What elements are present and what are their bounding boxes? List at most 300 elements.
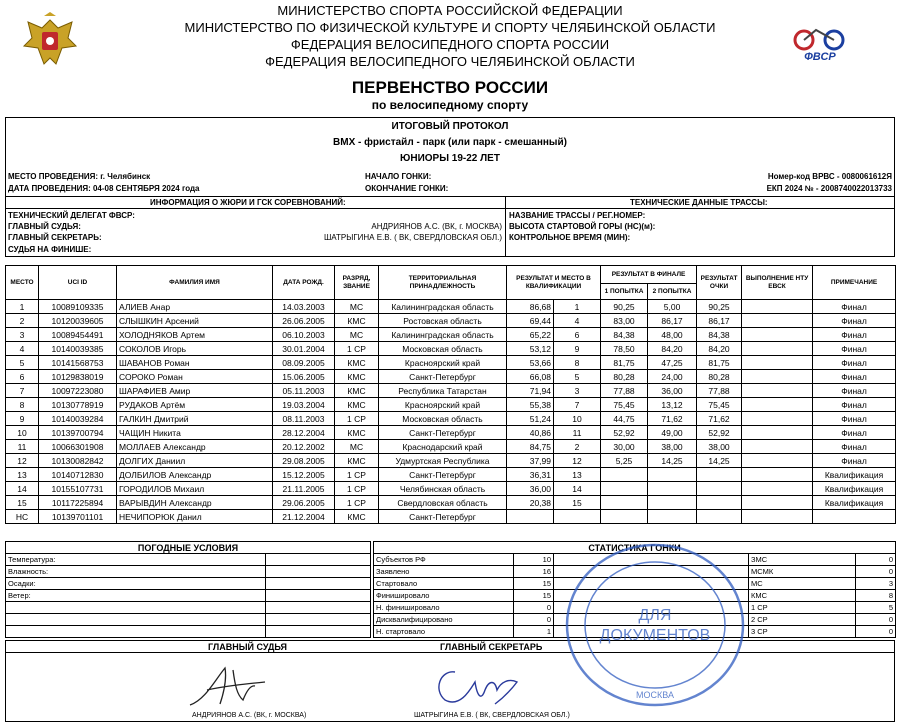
table-cell: 10 (6, 426, 39, 440)
stamp-line-2: ДОКУМЕНТОВ (599, 627, 711, 644)
table-cell: 4 (6, 342, 39, 356)
table-cell: 10155107731 (39, 482, 117, 496)
table-cell: 13 (554, 468, 601, 482)
table-cell: СОРОКО Роман (117, 370, 273, 384)
table-row (6, 384, 896, 398)
table-cell (697, 482, 742, 496)
stats-cell: 3 (856, 578, 896, 590)
table-cell: МС (335, 440, 379, 454)
table-cell: 10129838019 (39, 370, 117, 384)
table-cell: Финал (813, 328, 896, 342)
table-cell: 77,88 (601, 384, 648, 398)
stats-cell: 2 СР (749, 614, 856, 626)
table-cell: ВАРЫВДИН Александр (117, 496, 273, 510)
col-header-dob: ДАТА РОЖД. (273, 266, 335, 300)
table-row (6, 482, 896, 496)
table-row (6, 398, 896, 412)
table-cell: МОЛЛАЕВ Александр (117, 440, 273, 454)
divider (5, 196, 895, 197)
table-cell: 29.06.2005 (273, 496, 335, 510)
table-cell: Санкт-Петербург (379, 370, 507, 384)
control-time-label: КОНТРОЛЬНОЕ ВРЕМЯ (МИН): (509, 233, 631, 242)
secretary-caption: ШАТРЫГИНА Е.В. ( ВК, СВЕРДЛОВСКАЯ ОБЛ.) (414, 712, 570, 719)
stats-cell: 0 (856, 554, 896, 566)
weather-cell: Ветер: (6, 590, 266, 602)
col-header-norm: ВЫПОЛНЕНИЕ НТУ ЕВСК (742, 266, 813, 300)
table-cell: ШАРАФИЕВ Амир (117, 384, 273, 398)
organizer-line-3: ФЕДЕРАЦИЯ ВЕЛОСИПЕДНОГО СПОРТА РОССИИ (290, 37, 610, 52)
table-cell: РУДАКОВ Артём (117, 398, 273, 412)
table-cell: 52,92 (601, 426, 648, 440)
judge-label: ГЛАВНЫЙ СУДЬЯ: (8, 222, 81, 231)
table-cell: Ростовская область (379, 314, 507, 328)
track-name-label: НАЗВАНИЕ ТРАССЫ / РЕГ.НОМЕР: (509, 211, 646, 220)
table-cell: 08.11.2003 (273, 412, 335, 426)
table-cell: 15 (554, 496, 601, 510)
official-stamp-icon (560, 540, 750, 710)
table-cell: 10130082842 (39, 454, 117, 468)
table-cell: ГАЛКИН Дмитрий (117, 412, 273, 426)
table-cell (601, 496, 648, 510)
table-cell: 12 (6, 454, 39, 468)
judge-name: АНДРИЯНОВ А.С. (ВК, г. МОСКВА) (371, 222, 502, 231)
table-cell: 30.01.2004 (273, 342, 335, 356)
table-cell: Республика Татарстан (379, 384, 507, 398)
table-cell: 24,00 (648, 370, 697, 384)
registry-code: Номер-код ВРВС - 0080061612Я (767, 172, 892, 181)
protocol-title: ИТОГОВЫЙ ПРОТОКОЛ (391, 121, 509, 132)
table-cell: 4 (554, 314, 601, 328)
results-body (6, 300, 896, 524)
weather-body (6, 554, 371, 602)
col-header-region: ТЕРРИТОРИАЛЬНАЯ ПРИНАДЛЕЖНОСТЬ (379, 266, 507, 300)
table-cell: 71,62 (697, 412, 742, 426)
table-cell: ЧАЩИН Никита (117, 426, 273, 440)
table-row (6, 356, 896, 370)
table-cell: 3 (6, 328, 39, 342)
table-cell (742, 440, 813, 454)
table-cell: КМС (335, 384, 379, 398)
table-cell: МС (335, 328, 379, 342)
table-cell: 14 (554, 482, 601, 496)
table-cell: 9 (6, 412, 39, 426)
col-header-points: РЕЗУЛЬТАТ ОЧКИ (697, 266, 742, 300)
table-cell: 49,00 (648, 426, 697, 440)
table-cell: 36,00 (648, 384, 697, 398)
weather-row (6, 578, 371, 590)
table-cell: 21.12.2004 (273, 510, 335, 524)
weather-cell (266, 554, 371, 566)
table-cell: 10130778919 (39, 398, 117, 412)
table-cell: 84,20 (648, 342, 697, 356)
stats-cell: 1 (514, 626, 554, 638)
table-cell: Финал (813, 314, 896, 328)
table-cell: ХОЛОДНЯКОВ Артем (117, 328, 273, 342)
table-cell: 86,17 (697, 314, 742, 328)
table-cell (601, 468, 648, 482)
table-cell: 86,68 (507, 300, 554, 314)
table-cell: 37,99 (507, 454, 554, 468)
table-cell: 81,75 (601, 356, 648, 370)
table-cell: Калининградская область (379, 328, 507, 342)
table-cell: 48,00 (648, 328, 697, 342)
table-cell: 10089454491 (39, 328, 117, 342)
table-cell: 6 (6, 370, 39, 384)
table-cell: 90,25 (697, 300, 742, 314)
table-cell: Финал (813, 356, 896, 370)
table-cell: Финал (813, 412, 896, 426)
table-cell: 55,38 (507, 398, 554, 412)
table-cell: 15.06.2005 (273, 370, 335, 384)
table-cell: 90,25 (601, 300, 648, 314)
table-cell: ДОЛБИЛОВ Александр (117, 468, 273, 482)
table-cell: 05.11.2003 (273, 384, 335, 398)
table-cell: 53,66 (507, 356, 554, 370)
table-cell: СОКОЛОВ Игорь (117, 342, 273, 356)
table-cell: 11 (6, 440, 39, 454)
protocol-category: ЮНИОРЫ 19-22 ЛЕТ (400, 153, 500, 164)
secretary-signature-title: ГЛАВНЫЙ СЕКРЕТАРЬ (440, 642, 543, 652)
fvsr-logo-icon (790, 24, 850, 64)
table-cell: Московская область (379, 412, 507, 426)
table-cell: 83,00 (601, 314, 648, 328)
table-cell (601, 510, 648, 524)
table-cell: 10 (554, 412, 601, 426)
table-cell: ГОРОДИЛОВ Михаил (117, 482, 273, 496)
table-cell: 1 СР (335, 342, 379, 356)
table-cell: 14,25 (697, 454, 742, 468)
table-cell: 10141568753 (39, 356, 117, 370)
table-cell: 38,00 (648, 440, 697, 454)
table-cell: 75,45 (697, 398, 742, 412)
table-cell (742, 468, 813, 482)
col-header-name: ФАМИЛИЯ ИМЯ (117, 266, 273, 300)
table-cell (648, 496, 697, 510)
table-cell: 5,25 (601, 454, 648, 468)
weather-cell (266, 566, 371, 578)
tech-heading: ТЕХНИЧЕСКИЕ ДАННЫЕ ТРАССЫ: (630, 198, 768, 207)
weather-cell: Температура: (6, 554, 266, 566)
table-cell: 51,24 (507, 412, 554, 426)
table-row (6, 370, 896, 384)
table-cell: Удмуртская Республика (379, 454, 507, 468)
table-cell: 80,28 (697, 370, 742, 384)
table-cell: 14 (6, 482, 39, 496)
table-row (6, 440, 896, 454)
table-cell (742, 482, 813, 496)
stamp-city: МОСКВА (636, 690, 674, 700)
jury-heading: ИНФОРМАЦИЯ О ЖЮРИ И ГСК СОРЕВНОВАНИЙ: (150, 198, 346, 207)
table-cell: 8 (554, 356, 601, 370)
table-cell (601, 482, 648, 496)
judge-caption: АНДРИЯНОВ А.С. (ВК, г. МОСКВА) (192, 712, 307, 719)
table-cell: 1 СР (335, 482, 379, 496)
table-cell: Санкт-Петербург (379, 510, 507, 524)
table-cell: 1 СР (335, 496, 379, 510)
table-cell: 78,50 (601, 342, 648, 356)
table-cell: Финал (813, 398, 896, 412)
protocol-discipline: BMX - фристайл - парк (или парк - смешанный) (333, 137, 567, 148)
table-cell: Московская область (379, 342, 507, 356)
table-cell: 9 (554, 342, 601, 356)
table-cell: 36,31 (507, 468, 554, 482)
table-cell: Краснодарский край (379, 440, 507, 454)
table-cell (742, 356, 813, 370)
table-cell: 5 (6, 356, 39, 370)
ekp-number: ЕКП 2024 № - 2008740022013733 (766, 184, 892, 193)
place-label: МЕСТО ПРОВЕДЕНИЯ: г. Челябинск (8, 172, 151, 181)
table-cell: 11 (554, 426, 601, 440)
weather-cell: Влажность: (6, 566, 266, 578)
judge-signature-title: ГЛАВНЫЙ СУДЬЯ (208, 642, 288, 652)
weather-row (6, 590, 371, 602)
col-header-rank: РАЗРЯД, ЗВАНИЕ (335, 266, 379, 300)
end-label: ОКОНЧАНИЕ ГОНКИ: (365, 184, 449, 193)
stats-cell: Финишировало (374, 590, 514, 602)
table-cell: 5,00 (648, 300, 697, 314)
table-cell: 21.11.2005 (273, 482, 335, 496)
fvsr-logo-text: ФВСР (804, 51, 836, 63)
page-title: ПЕРВЕНСТВО РОССИИ (351, 78, 549, 97)
table-cell: Квалификация (813, 468, 896, 482)
table-cell: 1 (6, 300, 39, 314)
table-cell (813, 510, 896, 524)
table-cell (742, 510, 813, 524)
table-row (6, 342, 896, 356)
divider (5, 652, 895, 653)
secretary-signature-icon (425, 660, 535, 710)
table-cell (648, 468, 697, 482)
stats-cell: Н. стартовало (374, 626, 514, 638)
table-cell: 19.03.2004 (273, 398, 335, 412)
table-cell (742, 426, 813, 440)
table-cell (742, 398, 813, 412)
table-cell: 2 (554, 440, 601, 454)
table-cell: 75,45 (601, 398, 648, 412)
table-cell: КМС (335, 370, 379, 384)
table-cell: 28.12.2004 (273, 426, 335, 440)
table-cell: 2 (6, 314, 39, 328)
stats-cell: Дисквалифицировано (374, 614, 514, 626)
table-cell: НС (6, 510, 39, 524)
stats-cell: 5 (856, 602, 896, 614)
table-cell: 66,08 (507, 370, 554, 384)
table-cell (648, 510, 697, 524)
table-row (6, 454, 896, 468)
organizer-line-2: МИНИСТЕРСТВО ПО ФИЗИЧЕСКОЙ КУЛЬТУРЕ И СПОРТУ ЧЕЛЯБИНСКОЙ ОБЛАСТИ (184, 20, 716, 35)
table-cell: 38,00 (697, 440, 742, 454)
table-cell: 3 (554, 384, 601, 398)
table-cell: 8 (6, 398, 39, 412)
table-cell: 15.12.2005 (273, 468, 335, 482)
table-cell (742, 454, 813, 468)
table-cell: 7 (6, 384, 39, 398)
table-cell: 80,28 (601, 370, 648, 384)
table-cell: 10120039605 (39, 314, 117, 328)
stats-cell: Н. финишировало (374, 602, 514, 614)
table-cell: Санкт-Петербург (379, 426, 507, 440)
table-cell: КМС (335, 426, 379, 440)
stats-cell: КМС (749, 590, 856, 602)
table-cell: 10089109335 (39, 300, 117, 314)
table-cell: 10117225894 (39, 496, 117, 510)
table-cell (742, 412, 813, 426)
table-cell (742, 342, 813, 356)
table-cell: 6 (554, 328, 601, 342)
page-subtitle: по велосипедному спорту (371, 98, 529, 112)
stats-cell: 8 (856, 590, 896, 602)
stats-cell: Заявлено (374, 566, 514, 578)
table-cell: Калининградская область (379, 300, 507, 314)
table-cell: Финал (813, 384, 896, 398)
table-cell (554, 510, 601, 524)
table-cell: ДОЛГИХ Даниил (117, 454, 273, 468)
table-cell: КМС (335, 314, 379, 328)
table-cell (507, 510, 554, 524)
organizer-line-1: МИНИСТЕРСТВО СПОРТА РОССИЙСКОЙ ФЕДЕРАЦИИ (277, 3, 623, 18)
table-cell: Квалификация (813, 496, 896, 510)
weather-row (6, 566, 371, 578)
weather-title: ПОГОДНЫЕ УСЛОВИЯ (6, 542, 371, 554)
dates-label: ДАТА ПРОВЕДЕНИЯ: 04-08 СЕНТЯБРЯ 2024 года (8, 184, 200, 193)
stats-cell: 1 СР (749, 602, 856, 614)
weather-table (5, 541, 371, 638)
table-cell: 26.06.2005 (273, 314, 335, 328)
table-cell: КМС (335, 398, 379, 412)
col-header-note: ПРИМЕЧАНИЕ (813, 266, 896, 300)
table-cell: 13 (6, 468, 39, 482)
table-cell: 15 (6, 496, 39, 510)
stats-cell: Субъектов РФ (374, 554, 514, 566)
weather-cell (266, 578, 371, 590)
table-cell: Финал (813, 440, 896, 454)
col-header-qual: РЕЗУЛЬТАТ И МЕСТО В КВАЛИФИКАЦИИ (507, 266, 601, 300)
divider (505, 196, 506, 257)
table-row (6, 300, 896, 314)
table-cell: 84,38 (601, 328, 648, 342)
col-header-uci: UCI ID (39, 266, 117, 300)
table-cell (742, 384, 813, 398)
table-cell: 14.03.2003 (273, 300, 335, 314)
table-cell: Финал (813, 300, 896, 314)
table-cell: КМС (335, 510, 379, 524)
table-cell: МС (335, 300, 379, 314)
table-cell: 47,25 (648, 356, 697, 370)
stats-cell: 0 (856, 566, 896, 578)
stats-cell: 10 (514, 554, 554, 566)
table-cell: 13,12 (648, 398, 697, 412)
table-cell: 65,22 (507, 328, 554, 342)
divider (5, 208, 895, 209)
table-cell: 71,62 (648, 412, 697, 426)
table-cell: Финал (813, 454, 896, 468)
table-cell: Челябинская область (379, 482, 507, 496)
col-header-final: РЕЗУЛЬТАТ В ФИНАЛЕ (601, 266, 697, 284)
table-cell: 81,75 (697, 356, 742, 370)
table-cell: 84,38 (697, 328, 742, 342)
table-cell: 29.08.2005 (273, 454, 335, 468)
col-header-place: МЕСТО (6, 266, 39, 300)
stamp-line-1: ДЛЯ (638, 607, 672, 624)
stats-cell: 0 (514, 614, 554, 626)
table-cell: 1 (554, 300, 601, 314)
col-header-try2: 2 ПОПЫТКА (648, 284, 697, 300)
stats-cell: ЗМС (749, 554, 856, 566)
table-cell (648, 482, 697, 496)
table-cell: 84,75 (507, 440, 554, 454)
stats-cell: 0 (856, 614, 896, 626)
weather-cell (266, 590, 371, 602)
stats-cell: МС (749, 578, 856, 590)
table-cell: КМС (335, 454, 379, 468)
table-cell: 06.10.2003 (273, 328, 335, 342)
stats-cell: 15 (514, 590, 554, 602)
table-row (6, 468, 896, 482)
table-cell: 7 (554, 398, 601, 412)
table-cell: 1 СР (335, 468, 379, 482)
table-row (6, 426, 896, 440)
results-table (5, 265, 896, 524)
table-cell: 10066301908 (39, 440, 117, 454)
table-cell: 10140039284 (39, 412, 117, 426)
table-cell (742, 328, 813, 342)
start-label: НАЧАЛО ГОНКИ: (365, 172, 432, 181)
table-cell: 20.12.2002 (273, 440, 335, 454)
stats-cell: 0 (514, 602, 554, 614)
table-cell: 86,17 (648, 314, 697, 328)
table-cell: 10139701101 (39, 510, 117, 524)
table-cell: 20,38 (507, 496, 554, 510)
table-cell (697, 496, 742, 510)
table-cell: 12 (554, 454, 601, 468)
table-row (6, 314, 896, 328)
table-cell: 84,20 (697, 342, 742, 356)
stats-cell: МСМК (749, 566, 856, 578)
table-cell: Красноярский край (379, 398, 507, 412)
table-cell: 10140712830 (39, 468, 117, 482)
table-cell: 5 (554, 370, 601, 384)
table-cell: 71,94 (507, 384, 554, 398)
table-cell: 1 СР (335, 412, 379, 426)
table-cell (742, 314, 813, 328)
table-cell: Санкт-Петербург (379, 468, 507, 482)
secretary-label: ГЛАВНЫЙ СЕКРЕТАРЬ: (8, 233, 102, 242)
table-cell: 77,88 (697, 384, 742, 398)
table-cell: 10097223080 (39, 384, 117, 398)
table-cell (742, 496, 813, 510)
table-cell: Финал (813, 342, 896, 356)
table-cell (742, 370, 813, 384)
table-cell: 69,44 (507, 314, 554, 328)
secretary-name: ШАТРЫГИНА Е.В. ( ВК, СВЕРДЛОВСКАЯ ОБЛ.) (323, 233, 502, 242)
table-cell (742, 300, 813, 314)
table-cell (697, 468, 742, 482)
finish-judge-label: СУДЬЯ НА ФИНИШЕ: (8, 245, 92, 254)
table-cell: Финал (813, 426, 896, 440)
table-cell (697, 510, 742, 524)
stats-cell: 16 (514, 566, 554, 578)
table-cell: Красноярский край (379, 356, 507, 370)
table-cell: КМС (335, 356, 379, 370)
table-cell: Финал (813, 370, 896, 384)
table-row (6, 328, 896, 342)
table-cell: 10139700794 (39, 426, 117, 440)
judge-signature-icon (185, 660, 275, 710)
table-row (6, 510, 896, 524)
table-cell: 10140039385 (39, 342, 117, 356)
stats-cell: 15 (514, 578, 554, 590)
stats-cell: 0 (856, 626, 896, 638)
